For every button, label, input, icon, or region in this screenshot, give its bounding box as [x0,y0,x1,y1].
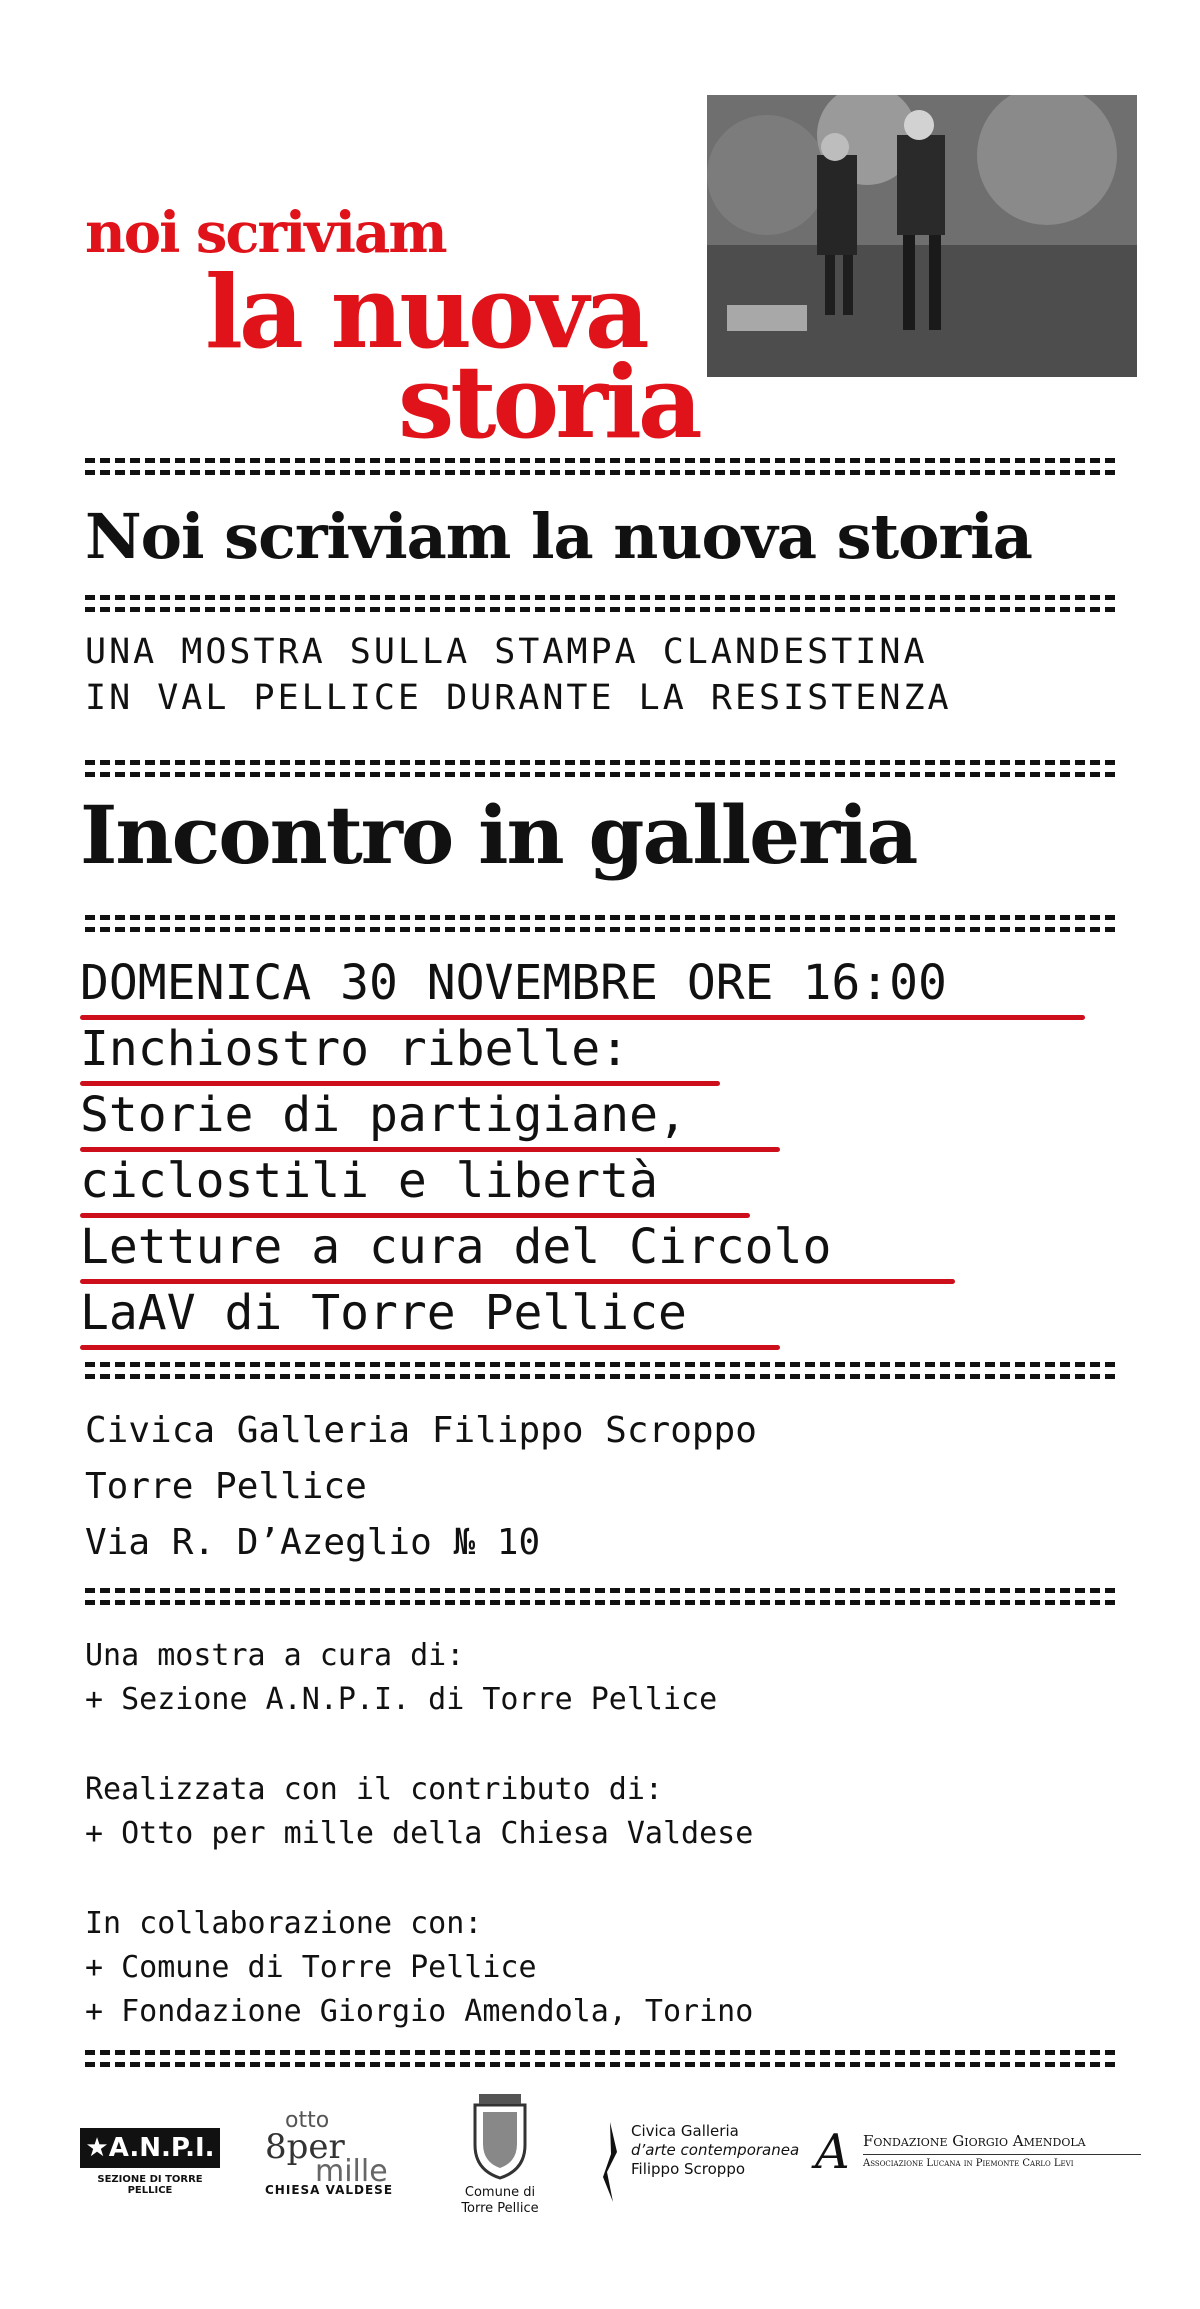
red-underline [80,1345,780,1350]
event-title: Incontro in galleria [80,788,917,882]
event-line: Inchiostro ribelle: [80,1021,630,1077]
otto-per-mille-logo [265,2110,415,2197]
contrib-item: + Otto per mille della Chiesa Valdese [85,1816,754,1851]
otto-text: otto [285,2108,330,2133]
event-line: Letture a cura del Circolo [80,1219,832,1275]
event-line: Storie di partigiane, [80,1087,687,1143]
venue-town: Torre Pellice [85,1466,367,1507]
event-date: DOMENICA 30 NOVEMBRE ORE 16:00 [80,955,947,1011]
galleria-text-3: Filippo Scroppo [631,2160,746,2178]
galleria-text-1: Civica Galleria [631,2122,739,2140]
fondazione-name: Fondazione Giorgio Amendola [863,2132,1086,2150]
red-underline [80,1213,750,1218]
collab-label: In collaborazione con: [85,1906,483,1941]
comune-town-text: Torre Pellice [461,2201,539,2216]
collab-item: + Comune di Torre Pellice [85,1950,537,1985]
partisans-photo [707,95,1137,377]
red-underline [80,1279,955,1284]
logo-line-3: storia [398,343,699,461]
sponsor-logos [80,2090,1140,2240]
curated-label: Una mostra a cura di: [85,1638,465,1673]
logo-line-2: la nuova [205,253,646,371]
galleria-text-2: d’arte contemporanea [631,2141,800,2159]
subtitle-line-1: UNA MOSTRA SULLA STAMPA CLANDESTINA [85,632,928,672]
contrib-label: Realizzata con il contributo di: [85,1772,663,1807]
anpi-logo-subtitle: SEZIONE DI TORRE PELLICE [97,2174,203,2196]
comune-text: Comune di [464,2185,536,2200]
venue-address: Via R. D’Azeglio № 10 [85,1522,541,1563]
anpi-logo: ★A.N.P.I. [80,2128,220,2168]
event-line: LaAV di Torre Pellice [80,1285,687,1341]
logo-line-1: noi scriviam [85,200,446,266]
fondazione-monogram-icon: A [815,2124,850,2180]
event-line: ciclostili e libertà [80,1153,658,1209]
collab-item: + Fondazione Giorgio Amendola, Torino [85,1994,754,2029]
comune-logo [440,2090,560,2217]
red-underline [80,1147,780,1152]
red-underline [80,1081,720,1086]
chiesa-valdese-text: CHIESA VALDESE [265,2183,394,2197]
otto-per-text: 8per [265,2127,345,2167]
curated-item: + Sezione A.N.P.I. di Torre Pellice [85,1682,718,1717]
venue-name: Civica Galleria Filippo Scroppo [85,1410,757,1451]
fondazione-subtitle: Associazione Lucana in Piemonte Carlo Levi [863,2158,1074,2169]
brush-icon [595,2122,625,2202]
red-underline [80,1015,1085,1020]
exhibition-heading: Noi scriviam la nuova storia [85,500,1032,573]
mille-text: mille [315,2154,388,2189]
subtitle-line-2: IN VAL PELLICE DURANTE LA RESISTENZA [85,678,952,718]
coat-of-arms-icon [465,2090,535,2180]
